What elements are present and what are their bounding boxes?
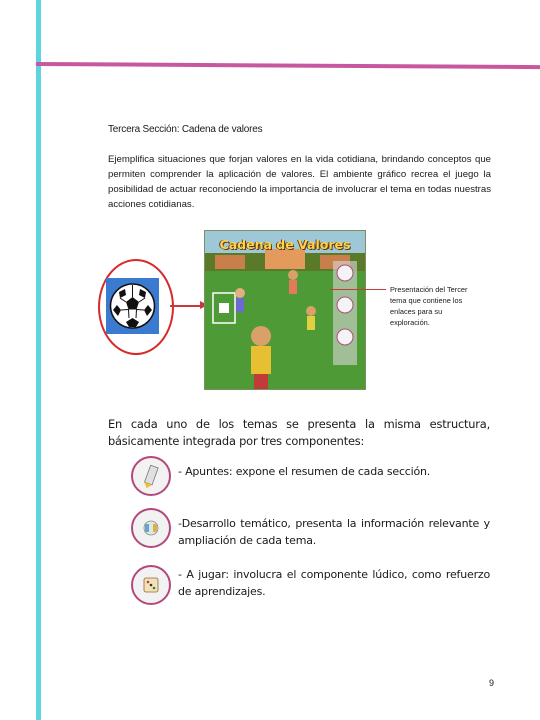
top-header-rule <box>36 62 540 69</box>
pointer-arrow <box>170 305 206 307</box>
scene-title: Cadena de Valores <box>219 237 351 252</box>
cadena-de-valores-scene <box>204 230 366 390</box>
callout-text: Presentación del Tercer tema que contiene los enlaces para su exploración. <box>390 285 468 327</box>
apuntes-icon <box>131 456 171 496</box>
section-title: Tercera Sección: Cadena de valores <box>108 124 263 135</box>
callout-line <box>330 289 386 290</box>
component-jugar: - A jugar: involucra el componente lúdico, como refuerzo de aprendizajes. <box>178 568 490 598</box>
jugar-icon <box>131 565 171 605</box>
desarrollo-icon <box>131 508 171 548</box>
soccer-ball-icon <box>106 278 159 334</box>
structure-paragraph: En cada uno de los temas se presenta la misma estructura, básicamente integrada por tres componentes: <box>108 417 490 448</box>
component-desarrollo: -Desarrollo temático, presenta la información relevante y ampliación de cada tema. <box>178 517 490 547</box>
page-number: 9 <box>489 678 495 688</box>
component-apuntes: - Apuntes: expone el resumen de cada sección. <box>178 465 431 478</box>
left-margin-rule <box>36 0 41 720</box>
intro-paragraph: Ejemplifica situaciones que forjan valores en la vida cotidiana, brindando conceptos que permiten comprender la aplicación de valores. El ambiente gráfico recrea el juego la posibilidad de actuar reconociendo la importancia de involucrar el tema en todas nuestras acciones cotidianas. <box>108 154 491 210</box>
